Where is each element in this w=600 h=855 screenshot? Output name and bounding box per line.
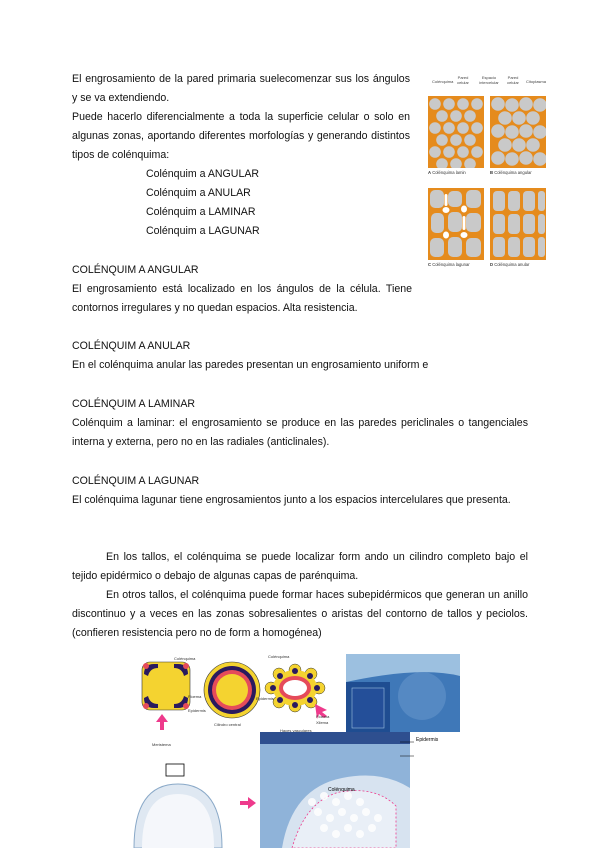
fig1-caption-b: B Colénquima angular: [490, 170, 532, 175]
fig2-label-epidermis: Epidermis: [188, 708, 206, 713]
type-item: Colénquim a ANGULAR: [146, 168, 260, 180]
section-laminar: [72, 395, 528, 452]
section-title: COLÉNQUIM A ANGULAR: [72, 264, 199, 276]
fig2-label-floema: Floema: [188, 694, 202, 699]
section-anular: [72, 337, 532, 375]
fig2-label-floema-2: Floema: [316, 714, 330, 719]
section-text: El engrosamiento está localizado en los ángulos de la célula. Tiene contornos irregulares y no quedan espacios. Alta resistencia.: [72, 283, 412, 314]
section-text: El colénquima lagunar tiene engrosamientos junto a los espacios intercelulares que presenta.: [72, 494, 511, 506]
fig1-label: Citoplasma: [525, 79, 546, 84]
fig2-label-epidermis-2: Epidermis: [256, 696, 274, 701]
type-item: Colénquim a LAGUNAR: [146, 225, 260, 237]
section-title: COLÉNQUIM A ANULAR: [72, 340, 191, 352]
stem-diagrams: [132, 652, 462, 848]
fig2-label-meristema: Meristema: [152, 742, 171, 747]
section-angular: [72, 261, 412, 318]
section-title: COLÉNQUIM A LAGUNAR: [72, 475, 200, 487]
panel-b-cells: [490, 96, 546, 168]
fig2-label-epidermis-micro: Epidermis: [416, 737, 439, 743]
micrograph-top: [346, 654, 460, 732]
section-lagunar: [72, 472, 528, 510]
section-text: Colénquim a laminar: el engrosamiento se produce en las paredes periclinales o tangenciales interna y externa, pero no en las radiales (anticlinales).: [72, 417, 528, 448]
section-title: COLÉNQUIM A LAMINAR: [72, 398, 196, 410]
intro-text-1: El engrosamiento de la pared primaria suelecomenzar sus los ángulos y se va extendiendo.: [72, 73, 410, 104]
fig2-label-colenquima-micro: Colénquima: [328, 787, 355, 793]
intro-text-2: Puede hacerlo diferencialmente a toda la superficie celular o solo en algunas zonas, aportando diferentes morfologías y generando distintos tipos de colénquima:: [72, 111, 410, 161]
fig1-caption-c: C Colénquima lagunar: [428, 262, 470, 267]
square-stem-diagram: [142, 662, 190, 710]
collenchyma-types-figure: [424, 76, 548, 274]
stem-sections-figure: [132, 652, 462, 848]
micrograph-bottom-left: [134, 764, 222, 848]
paragraph-tallos-2: En otros tallos, el colénquima puede formar haces subepidérmicos que generan un anillo discontinuo y a veces en las zonas sobresalientes o aristas del contorno de tallos y peciolos. (confieren resistencia pero no de form a homogénea): [72, 589, 528, 639]
type-item: Colénquim a LAMINAR: [146, 206, 256, 218]
fig1-caption-d: D Colénquima anular: [490, 262, 530, 267]
fig2-label-haces: Haces vasculares: [280, 728, 312, 733]
fig1-label: Pared celular: [457, 75, 469, 85]
fig1-label: Espacio intercelular: [479, 75, 499, 85]
fig2-label-xilema: Xilema: [316, 720, 329, 725]
fig2-label-cilindro: Cilindro central: [214, 722, 241, 727]
panel-c-cells: [428, 188, 484, 260]
fig2-label-colenquima-2: Colénquima: [268, 654, 290, 659]
fig1-label: Colénquima: [432, 79, 454, 84]
fig1-caption-a: A Colénquima lamin: [428, 170, 466, 175]
paragraph-tallos-1: En los tallos, el colénquima se puede localizar form ando un cilindro completo bajo el tejido epidérmico o debajo de algunas capas de parénquima.: [72, 551, 528, 582]
section-text: En el colénquima anular las paredes presentan un engrosamiento uniform e: [72, 359, 429, 371]
types-list: [72, 165, 372, 241]
cylinder-stem-diagram: [204, 662, 260, 718]
panel-d-cells: [490, 188, 546, 260]
panel-a-cells: [428, 96, 484, 168]
type-item: Colénquim a ANULAR: [146, 187, 251, 199]
fig2-label-colenquima: Colénquima: [174, 656, 196, 661]
fig1-label: Pared celular: [507, 75, 519, 85]
